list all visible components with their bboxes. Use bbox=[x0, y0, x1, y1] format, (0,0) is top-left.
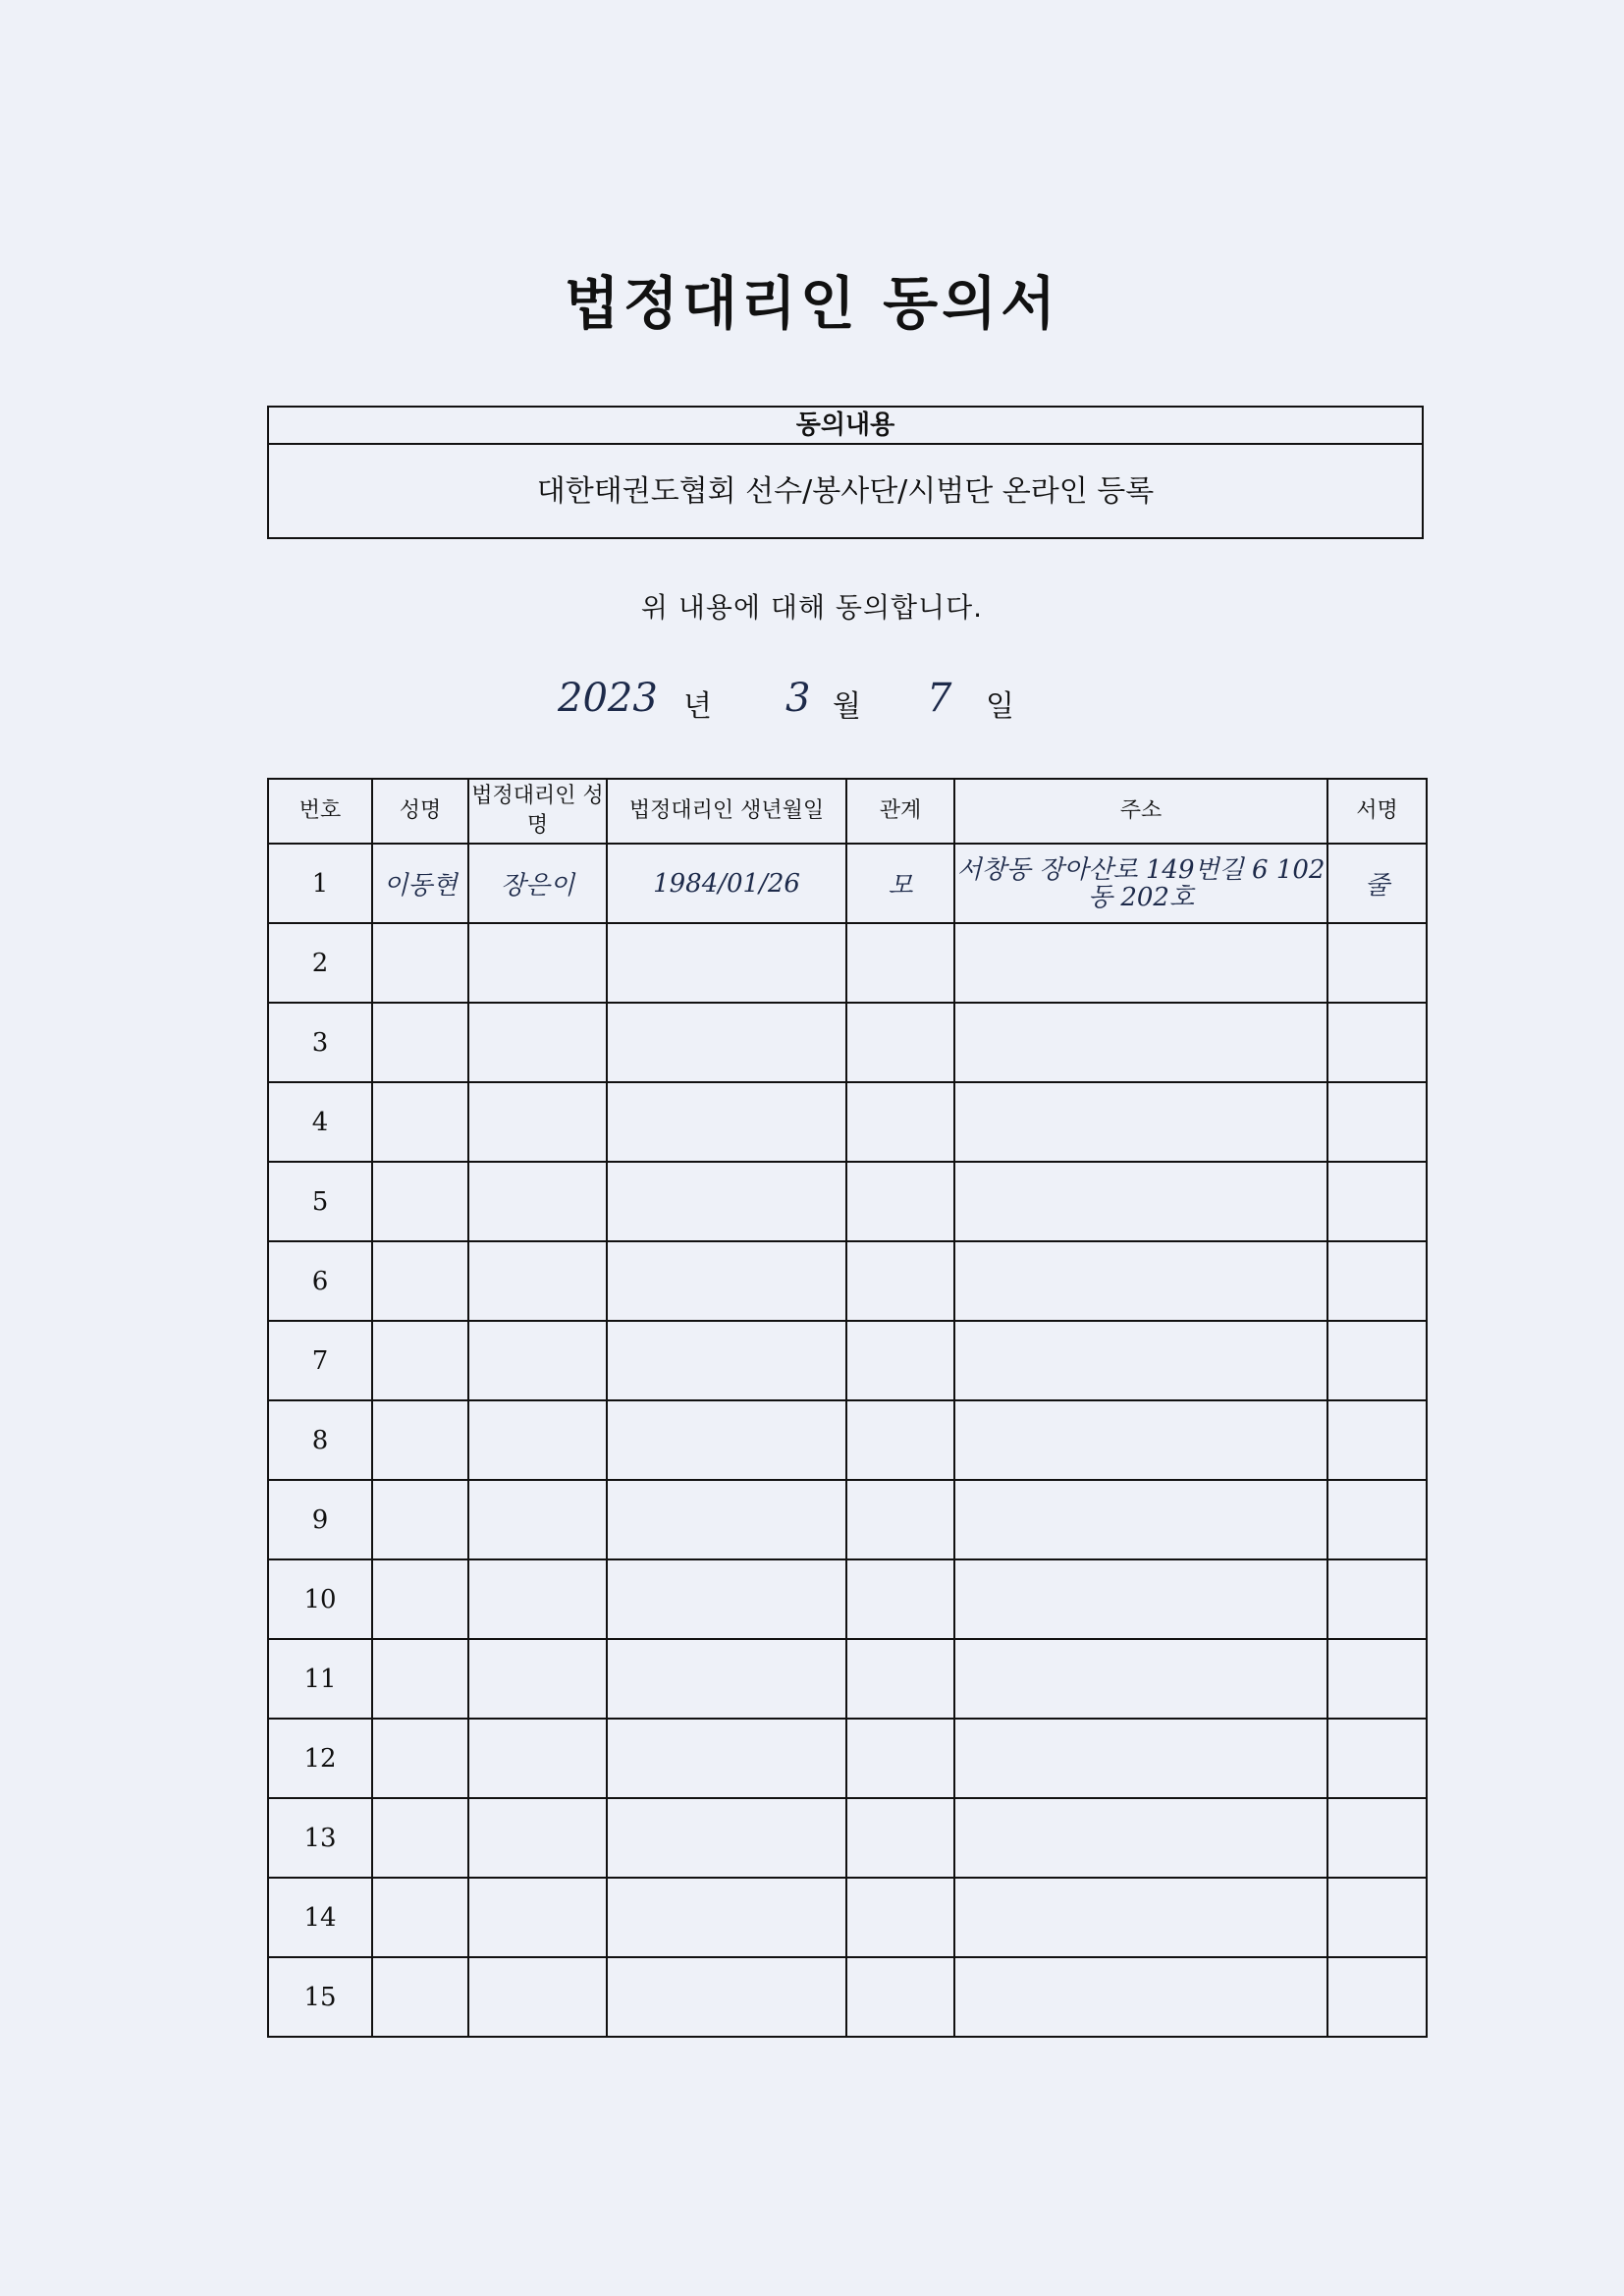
date-year-label: 년 bbox=[683, 689, 712, 724]
cell-signature bbox=[1327, 923, 1427, 1003]
header-guardian-birth: 법정대리인 생년월일 bbox=[607, 779, 846, 844]
table-row bbox=[268, 1639, 1427, 1719]
cell-guardian-birth bbox=[607, 1480, 846, 1559]
cell-signature: 줄 bbox=[1327, 844, 1427, 923]
cell-signature bbox=[1327, 1003, 1427, 1082]
cell-address bbox=[954, 1003, 1327, 1082]
cell-no: 2 bbox=[268, 923, 372, 1003]
document-title: 법정대리인 동의서 bbox=[564, 270, 1060, 337]
cell-address: 서창동 장아산로 149번길 6 102동 202호 bbox=[954, 844, 1327, 923]
cell-guardian-birth bbox=[607, 1639, 846, 1719]
header-name: 성명 bbox=[372, 779, 468, 844]
table-row bbox=[268, 1798, 1427, 1878]
cell-relation bbox=[846, 1878, 954, 1957]
cell-name bbox=[372, 1480, 468, 1559]
cell-guardian-name bbox=[468, 1162, 607, 1241]
cell-guardian-name bbox=[468, 923, 607, 1003]
table-row bbox=[268, 1162, 1427, 1241]
cell-relation bbox=[846, 1719, 954, 1798]
cell-no: 11 bbox=[268, 1639, 372, 1719]
cell-no: 3 bbox=[268, 1003, 372, 1082]
cell-relation bbox=[846, 1957, 954, 2037]
header-signature: 서명 bbox=[1327, 779, 1427, 844]
date-row bbox=[0, 676, 1624, 735]
cell-address bbox=[954, 1639, 1327, 1719]
cell-signature bbox=[1327, 1878, 1427, 1957]
cell-guardian-birth bbox=[607, 1003, 846, 1082]
table-row bbox=[268, 1400, 1427, 1480]
cell-guardian-name bbox=[468, 1639, 607, 1719]
cell-name bbox=[372, 1082, 468, 1162]
cell-address bbox=[954, 1082, 1327, 1162]
consent-header: 동의내용 bbox=[269, 408, 1422, 445]
cell-relation bbox=[846, 1003, 954, 1082]
cell-guardian-name: 장은이 bbox=[468, 844, 607, 923]
cell-name bbox=[372, 1639, 468, 1719]
cell-guardian-name bbox=[468, 1082, 607, 1162]
cell-no: 5 bbox=[268, 1162, 372, 1241]
cell-signature bbox=[1327, 1400, 1427, 1480]
cell-guardian-name bbox=[468, 1719, 607, 1798]
cell-guardian-birth: 1984/01/26 bbox=[607, 844, 846, 923]
header-no: 번호 bbox=[268, 779, 372, 844]
header-address: 주소 bbox=[954, 779, 1327, 844]
cell-name: 이동현 bbox=[372, 844, 468, 923]
cell-relation bbox=[846, 1162, 954, 1241]
table-body bbox=[268, 844, 1427, 2037]
cell-guardian-name bbox=[468, 1321, 607, 1400]
cell-guardian-birth bbox=[607, 1559, 846, 1639]
table-row bbox=[268, 1480, 1427, 1559]
cell-name bbox=[372, 923, 468, 1003]
table-row bbox=[268, 1241, 1427, 1321]
cell-no: 10 bbox=[268, 1559, 372, 1639]
cell-guardian-name bbox=[468, 1559, 607, 1639]
cell-guardian-name bbox=[468, 1957, 607, 2037]
date-month-label: 월 bbox=[833, 689, 861, 724]
cell-signature bbox=[1327, 1719, 1427, 1798]
cell-guardian-birth bbox=[607, 1241, 846, 1321]
header-relation: 관계 bbox=[846, 779, 954, 844]
cell-signature bbox=[1327, 1639, 1427, 1719]
cell-address bbox=[954, 1400, 1327, 1480]
consent-box bbox=[267, 406, 1424, 539]
cell-name bbox=[372, 1798, 468, 1878]
cell-guardian-birth bbox=[607, 1719, 846, 1798]
table-row bbox=[268, 1957, 1427, 2037]
cell-signature bbox=[1327, 1559, 1427, 1639]
cell-no: 15 bbox=[268, 1957, 372, 2037]
date-month: 3 bbox=[785, 676, 811, 721]
cell-name bbox=[372, 1241, 468, 1321]
registration-table bbox=[267, 778, 1428, 2038]
cell-relation bbox=[846, 1639, 954, 1719]
cell-name bbox=[372, 1719, 468, 1798]
cell-no: 7 bbox=[268, 1321, 372, 1400]
cell-name bbox=[372, 1162, 468, 1241]
table-row bbox=[268, 844, 1427, 923]
table-header-row bbox=[268, 779, 1427, 844]
cell-signature bbox=[1327, 1798, 1427, 1878]
table-row bbox=[268, 1003, 1427, 1082]
cell-relation bbox=[846, 1798, 954, 1878]
cell-guardian-name bbox=[468, 1480, 607, 1559]
cell-signature bbox=[1327, 1082, 1427, 1162]
cell-signature bbox=[1327, 1162, 1427, 1241]
table-row bbox=[268, 1719, 1427, 1798]
cell-address bbox=[954, 1878, 1327, 1957]
header-guardian-name: 법정대리인 성명 bbox=[468, 779, 607, 844]
cell-address bbox=[954, 1241, 1327, 1321]
table-row bbox=[268, 1082, 1427, 1162]
cell-no: 14 bbox=[268, 1878, 372, 1957]
cell-name bbox=[372, 1321, 468, 1400]
cell-name bbox=[372, 1559, 468, 1639]
cell-guardian-birth bbox=[607, 1082, 846, 1162]
cell-guardian-name bbox=[468, 1400, 607, 1480]
agree-statement: 위 내용에 대해 동의합니다. bbox=[640, 591, 984, 624]
cell-no: 12 bbox=[268, 1719, 372, 1798]
cell-relation bbox=[846, 1082, 954, 1162]
cell-guardian-birth bbox=[607, 1400, 846, 1480]
cell-no: 9 bbox=[268, 1480, 372, 1559]
cell-signature bbox=[1327, 1321, 1427, 1400]
cell-relation bbox=[846, 1321, 954, 1400]
cell-guardian-name bbox=[468, 1798, 607, 1878]
cell-relation bbox=[846, 1400, 954, 1480]
cell-relation bbox=[846, 1241, 954, 1321]
cell-guardian-birth bbox=[607, 1162, 846, 1241]
cell-no: 1 bbox=[268, 844, 372, 923]
cell-signature bbox=[1327, 1480, 1427, 1559]
table-row bbox=[268, 1321, 1427, 1400]
consent-content: 대한태권도협회 선수/봉사단/시범단 온라인 등록 bbox=[536, 474, 1155, 509]
cell-no: 6 bbox=[268, 1241, 372, 1321]
table-row bbox=[268, 923, 1427, 1003]
cell-relation bbox=[846, 1559, 954, 1639]
cell-address bbox=[954, 1162, 1327, 1241]
cell-address bbox=[954, 923, 1327, 1003]
date-year: 2023 bbox=[558, 676, 658, 721]
cell-guardian-name bbox=[468, 1878, 607, 1957]
cell-signature bbox=[1327, 1957, 1427, 2037]
cell-address bbox=[954, 1559, 1327, 1639]
cell-relation: 모 bbox=[846, 844, 954, 923]
cell-no: 4 bbox=[268, 1082, 372, 1162]
table-row bbox=[268, 1878, 1427, 1957]
date-day: 7 bbox=[927, 676, 952, 721]
cell-name bbox=[372, 1400, 468, 1480]
cell-address bbox=[954, 1719, 1327, 1798]
date-day-label: 일 bbox=[986, 689, 1014, 724]
cell-name bbox=[372, 1003, 468, 1082]
cell-guardian-birth bbox=[607, 923, 846, 1003]
cell-guardian-birth bbox=[607, 1957, 846, 2037]
cell-address bbox=[954, 1957, 1327, 2037]
cell-relation bbox=[846, 1480, 954, 1559]
cell-signature bbox=[1327, 1241, 1427, 1321]
cell-guardian-birth bbox=[607, 1321, 846, 1400]
cell-address bbox=[954, 1798, 1327, 1878]
cell-name bbox=[372, 1878, 468, 1957]
cell-no: 8 bbox=[268, 1400, 372, 1480]
cell-address bbox=[954, 1321, 1327, 1400]
cell-guardian-birth bbox=[607, 1798, 846, 1878]
cell-no: 13 bbox=[268, 1798, 372, 1878]
table-row bbox=[268, 1559, 1427, 1639]
cell-guardian-name bbox=[468, 1003, 607, 1082]
cell-guardian-name bbox=[468, 1241, 607, 1321]
cell-address bbox=[954, 1480, 1327, 1559]
cell-name bbox=[372, 1957, 468, 2037]
cell-relation bbox=[846, 923, 954, 1003]
cell-guardian-birth bbox=[607, 1878, 846, 1957]
